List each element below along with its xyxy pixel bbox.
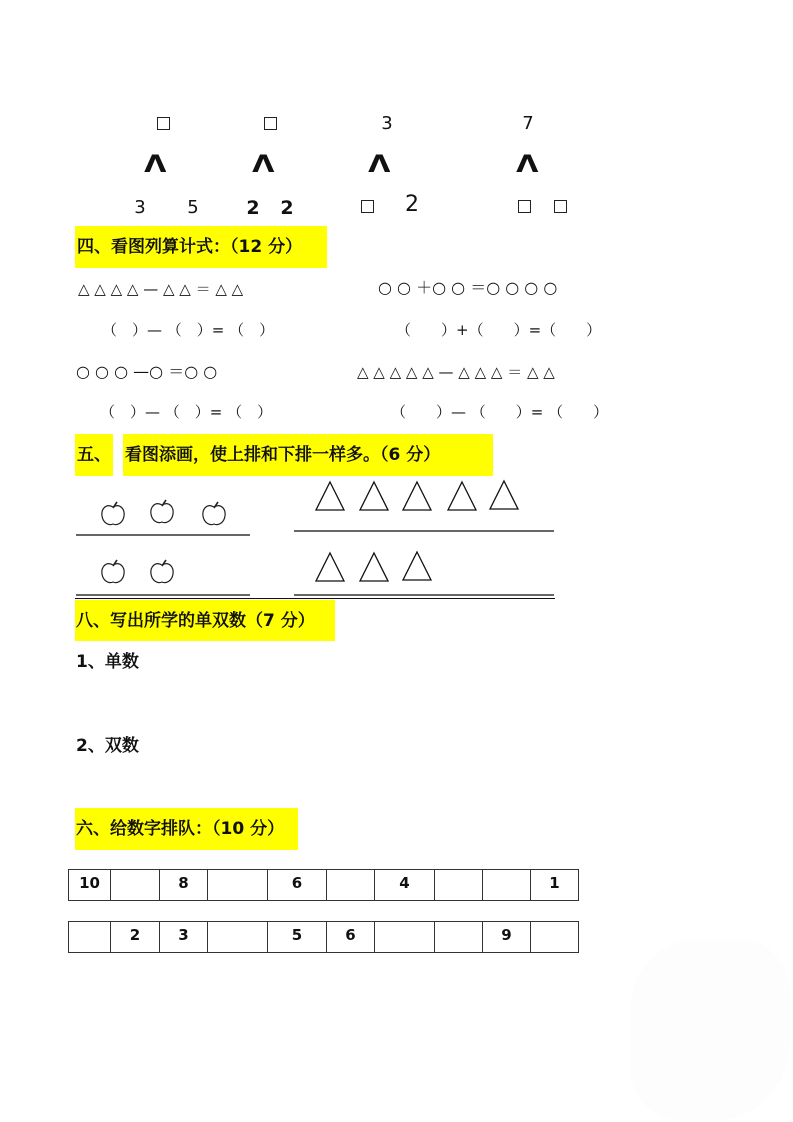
sequence-cell[interactable]: 6 xyxy=(327,922,375,953)
apple-icon xyxy=(98,557,128,587)
odd-numbers-label: 1、单数 xyxy=(76,652,139,672)
sequence-cell[interactable]: 2 xyxy=(111,922,160,953)
answer-box[interactable] xyxy=(264,117,277,130)
triangle-icon xyxy=(358,480,390,512)
sequence-cell[interactable]: 8 xyxy=(160,870,208,901)
picture-equation: ○ ○ ○ —○ ＝○ ○ xyxy=(76,362,218,381)
sequence-cell[interactable] xyxy=(435,922,483,953)
section-5-number: 五、 xyxy=(77,445,111,465)
section-6-title: 六、给数字排队：（10 分） xyxy=(76,819,285,839)
divider-line xyxy=(76,594,250,596)
split-arrow-icon: Λ xyxy=(368,150,391,178)
answer-box[interactable] xyxy=(361,200,374,213)
sequence-cell[interactable] xyxy=(208,922,268,953)
sequence-cell[interactable] xyxy=(208,870,268,901)
triangle-icon xyxy=(314,480,346,512)
triangle-icon xyxy=(314,551,346,583)
answer-template[interactable]: （ ）— （ ）= （ ） xyxy=(100,403,273,421)
sequence-cell[interactable] xyxy=(69,922,111,953)
sequence-cell[interactable]: 5 xyxy=(268,922,327,953)
section-5-title: 看图添画，使上排和下排一样多。（6 分） xyxy=(125,445,441,465)
picture-equation: ○ ○ ＋○ ○ ＝○ ○ ○ ○ xyxy=(378,278,558,297)
sequence-cell[interactable]: 6 xyxy=(268,870,327,901)
sequence-cell[interactable] xyxy=(327,870,375,901)
triangle-icon xyxy=(358,551,390,583)
divider-line xyxy=(294,594,554,596)
answer-template[interactable]: （ ）+（ ）=（ ） xyxy=(396,321,602,339)
decomp-number: 7 xyxy=(522,113,534,134)
answer-box[interactable] xyxy=(554,200,567,213)
divider-line xyxy=(294,530,554,532)
sequence-cell[interactable] xyxy=(375,922,435,953)
sequence-cell[interactable] xyxy=(435,870,483,901)
picture-equation: △ △ △ △ △ — △ △ △ ＝ △ △ xyxy=(357,363,555,381)
answer-template[interactable]: （ ）— （ ）= （ ） xyxy=(102,321,275,339)
section-4-title: 四、看图列算计式：（12 分） xyxy=(77,237,303,257)
sequence-cell[interactable]: 3 xyxy=(160,922,208,953)
sequence-cell[interactable]: 10 xyxy=(69,870,111,901)
split-arrow-icon: Λ xyxy=(252,150,275,178)
number-sequence-row-1 xyxy=(68,869,579,901)
sequence-cell[interactable]: 1 xyxy=(531,870,579,901)
number-sequence-row-2 xyxy=(68,921,579,953)
faint-watermark xyxy=(630,940,790,1120)
apple-icon xyxy=(98,499,128,529)
decomp-number: 2 xyxy=(246,197,260,219)
triangle-icon xyxy=(488,479,520,511)
apple-icon xyxy=(199,499,229,529)
answer-template[interactable]: （ ）— （ ）= （ ） xyxy=(391,403,609,421)
decomp-number: 3 xyxy=(381,113,393,134)
split-arrow-icon: Λ xyxy=(144,150,167,178)
triangle-icon xyxy=(401,480,433,512)
section-separator xyxy=(75,598,555,599)
sequence-cell[interactable] xyxy=(483,870,531,901)
even-numbers-label: 2、双数 xyxy=(76,736,139,756)
split-arrow-icon: Λ xyxy=(516,150,539,178)
answer-box[interactable] xyxy=(518,200,531,213)
decomp-number: 2 xyxy=(405,192,419,217)
sequence-cell[interactable] xyxy=(111,870,160,901)
picture-equation: △ △ △ △ — △ △ ＝ △ △ xyxy=(78,280,244,298)
decomp-number: 2 xyxy=(280,197,294,219)
decomp-number: 5 xyxy=(187,197,199,218)
sequence-cell[interactable] xyxy=(531,922,579,953)
sequence-cell[interactable]: 9 xyxy=(483,922,531,953)
section-8-title: 八、写出所学的单双数（7 分） xyxy=(76,611,315,631)
triangle-icon xyxy=(401,550,433,582)
decomp-number: 3 xyxy=(134,197,146,218)
triangle-icon xyxy=(446,480,478,512)
apple-icon xyxy=(147,497,177,527)
answer-box[interactable] xyxy=(157,117,170,130)
sequence-cell[interactable]: 4 xyxy=(375,870,435,901)
apple-icon xyxy=(147,557,177,587)
divider-line xyxy=(76,534,250,536)
